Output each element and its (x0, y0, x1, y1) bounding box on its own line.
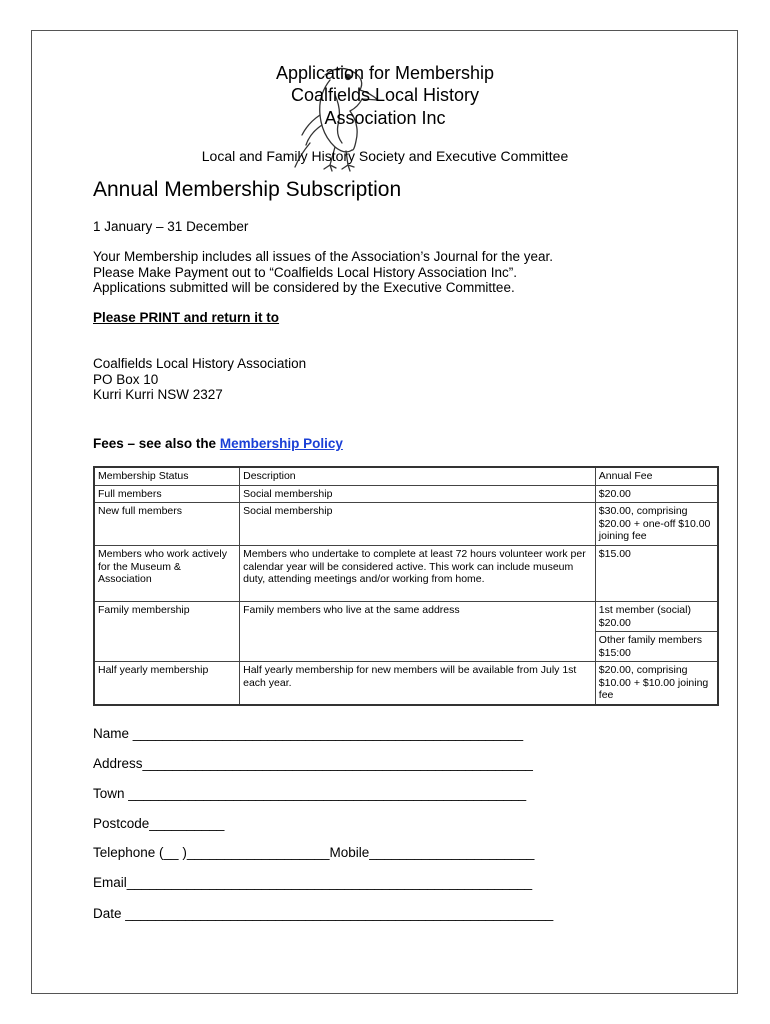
address-field[interactable]: Address____________________________________________________ (93, 756, 533, 771)
title-line-3: Association Inc (324, 108, 446, 128)
section-title: Annual Membership Subscription (93, 178, 402, 201)
date-field[interactable]: Date _________________________________________________________ (93, 906, 554, 921)
row-fee: $20.00 (595, 485, 718, 503)
row-status: New full members (94, 503, 240, 546)
name-field[interactable]: Name ____________________________________________________ (93, 726, 524, 741)
column-header-fee: Annual Fee (595, 467, 718, 485)
intro-line-1: Your Membership includes all issues of the Association’s Journal for the year. (93, 249, 554, 264)
email-field[interactable]: Email______________________________________________________ (93, 875, 533, 890)
table-row (94, 546, 718, 602)
row-description: Social membership (240, 485, 596, 503)
row-description: Social membership (240, 503, 596, 546)
town-field[interactable]: Town _____________________________________________________ (93, 786, 527, 801)
row-fee: $20.00, comprising $10.00 + $10.00 joining fee (595, 662, 718, 705)
title-line-1: Application for Membership (275, 63, 495, 83)
row-status: Half yearly membership (94, 662, 240, 705)
row-status: Full members (94, 485, 240, 503)
title-line-2: Coalfields Local History (290, 85, 480, 105)
fees-table (93, 466, 719, 706)
row-description: Family members who live at the same address (240, 602, 596, 662)
table-row (94, 662, 718, 705)
fees-heading (93, 436, 343, 452)
column-header-status: Membership Status (94, 467, 240, 485)
table-row (94, 485, 718, 503)
row-fee: $15.00 (595, 546, 718, 602)
row-status: Family membership (94, 602, 240, 662)
table-row (94, 503, 718, 546)
intro-line-3: Applications submitted will be considered by the Executive Committee. (93, 280, 515, 295)
membership-policy-link[interactable]: Membership Policy (219, 436, 343, 451)
print-instruction: Please PRINT and return it to (93, 310, 280, 325)
membership-period: 1 January – 31 December (93, 219, 249, 234)
row-description: Members who undertake to complete at least 72 hours volunteer work per calendar year will be considered active. This work can include museum duty, attending meetings and/or working from home. (240, 546, 596, 602)
telephone-mobile-field[interactable]: Telephone (__ )___________________Mobile______________________ (93, 845, 535, 860)
column-header-description: Description (240, 467, 596, 485)
fees-heading-text: Fees – see also the (93, 436, 220, 451)
intro-line-2: Please Make Payment out to “Coalfields Local History Association Inc”. (93, 265, 517, 280)
row-fee: 1st member (social) $20.00 (595, 602, 718, 632)
row-description: Half yearly membership for new members will be available from July 1st each year. (240, 662, 596, 705)
table-header-row (94, 467, 718, 485)
table-row (94, 602, 718, 632)
row-status: Members who work actively for the Museum & Association (94, 546, 240, 602)
header-subtitle: Local and Family History Society and Executive Committee (201, 148, 569, 164)
address-line-3: Kurri Kurri NSW 2327 (93, 387, 223, 402)
row-fee-secondary: Other family members $15:00 (595, 632, 718, 662)
address-line-1: Coalfields Local History Association (93, 356, 307, 371)
row-fee: $30.00, comprising $20.00 + one-off $10.00 joining fee (595, 503, 718, 546)
address-line-2: PO Box 10 (93, 372, 159, 387)
postcode-field[interactable]: Postcode__________ (93, 816, 225, 831)
